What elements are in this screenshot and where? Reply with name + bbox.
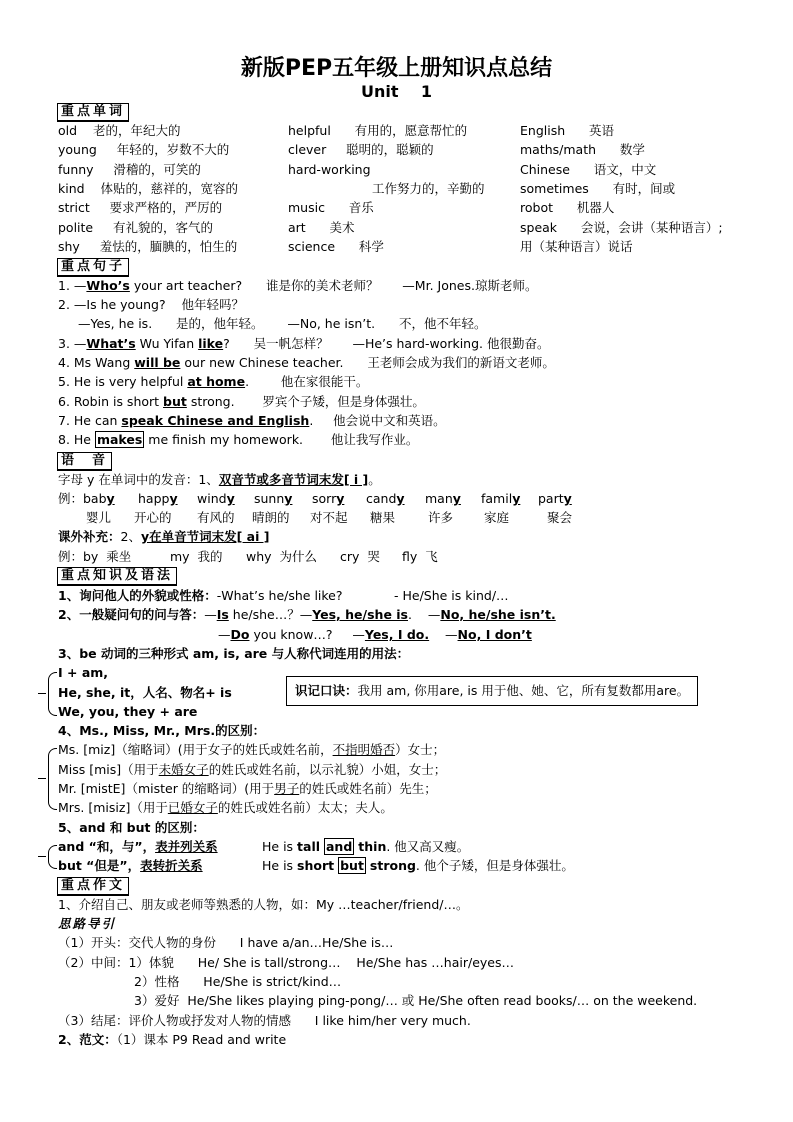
grammar-5: 5、and 和 but 的区别： [58, 820, 205, 835]
phonics-word: fly 飞 [402, 549, 438, 564]
phonics-meaning: 许多 [428, 510, 454, 525]
be-form-is: He, she, it，人名、物名+ is [58, 685, 232, 700]
be-forms-brace-tick [38, 693, 46, 694]
phonics-word: sorry [312, 491, 345, 506]
phonics-word: candy [366, 491, 405, 506]
section-phonics-heading: 语 音 [57, 452, 112, 471]
vocab-entry: Chinese 语文，中文 [520, 162, 657, 177]
mnemonic-box: 识记口诀：我用 am, 你用are, is 用于他、她、它，所有复数都用are。 [286, 676, 698, 706]
grammar-2-do: —Do you know…? —Yes, I do. —No, I don’t [218, 627, 532, 642]
writing-guide-middle-1: （2）中间：1）体貌 He/ She is tall/strong… He/She has …hair/eyes… [58, 955, 514, 970]
sentence-1: 1. —Who’s your art teacher? 谁是你的美术老师？ —Mr. Jones.琼斯老师。 [58, 278, 538, 293]
vocab-entry: 用（某种语言）说话 [520, 239, 633, 254]
vocab-entry: 工作努力的，辛勤的 [372, 181, 485, 196]
and-usage: and “和，与”，表并列关系 [58, 839, 218, 854]
section-writing-heading: 重点作文 [57, 877, 129, 896]
phonics-rule-1: 字母 y 在单词中的发音：1、双音节或多音节词末发[ i ]。 [58, 472, 381, 487]
section-grammar-heading: 重点知识及语法 [57, 567, 177, 586]
phonics-word: cry 哭 [340, 549, 380, 564]
vocab-entry: funny 滑稽的，可笑的 [58, 162, 201, 177]
vocab-entry: old 老的，年纪大的 [58, 123, 181, 138]
sentence-5: 5. He is very helpful at home. 他在家很能干。 [58, 374, 369, 389]
vocab-entry: English 英语 [520, 123, 614, 138]
sentence-6: 6. Robin is short but strong. 罗宾个子矮，但是身体强壮。 [58, 394, 425, 409]
and-but-brace-tick [38, 856, 46, 857]
vocab-entry: speak 会说，会讲（某种语言）; [520, 220, 723, 235]
title-mr: Mr. [mistΕ]（mister 的缩略词）(用于男子的姓氏或姓名前）先生； [58, 781, 437, 796]
page-title: 新版PEP五年级上册知识点总结 [240, 56, 553, 81]
writing-task-1: 1、介绍自己、朋友或老师等熟悉的人物，如：My …teacher/friend/…。 [58, 897, 469, 912]
vocab-entry: helpful 有用的，愿意帮忙的 [288, 123, 468, 138]
vocab-entry: hard-working [288, 162, 371, 177]
writing-guide-middle-2: 2）性格 He/She is strict/kind… [134, 974, 342, 989]
titles-brace-tick [38, 778, 46, 779]
phonics-meaning: 糖果 [370, 510, 396, 525]
section-vocab-heading: 重点单词 [57, 103, 129, 122]
phonics-word: my 我的 [170, 549, 223, 564]
sentence-2: 2. —Is he young? 他年轻吗？ [58, 297, 245, 312]
phonics-rule-2: 课外补充：2、y在单音节词末发[ ai ] [58, 529, 270, 544]
phonics-word: happy [138, 491, 178, 506]
phonics-meaning: 开心的 [134, 510, 172, 525]
unit-heading: Unit 1 [361, 82, 432, 101]
phonics-word: why 为什么 [246, 549, 317, 564]
phonics-word: party [538, 491, 572, 506]
phonics-meaning: 有风的 [197, 510, 235, 525]
title-mrs: Mrs. [misiz]（用于已婚女子的姓氏或姓名前）太太；夫人。 [58, 800, 393, 815]
grammar-2: 2、一般疑问句的问与答：—Is he/she…？—Yes, he/she is. —No, he/she isn’t. [58, 607, 556, 622]
grammar-1-answer: - He/She is kind/… [394, 588, 509, 603]
vocab-entry: strict 要求严格的，严厉的 [58, 200, 223, 215]
but-usage: but “但是”，表转折关系 [58, 858, 203, 873]
be-form-am: I + am, [58, 665, 109, 680]
but-example: He is short but strong. 他个子矮，但是身体强壮。 [262, 858, 574, 873]
sentence-8: 8. He makes me finish my homework. 他让我写作业。 [58, 432, 419, 447]
vocab-entry: kind 体贴的，慈祥的，宽容的 [58, 181, 238, 196]
and-example: He is tall and thin. 他又高又瘦。 [262, 839, 470, 854]
vocab-entry: science 科学 [288, 239, 384, 254]
vocab-entry: maths/math 数学 [520, 142, 645, 157]
vocab-entry: art 美术 [288, 220, 355, 235]
be-forms-brace [48, 672, 57, 716]
sentence-7: 7. He can speak Chinese and English. 他会说中文和英语。 [58, 413, 446, 428]
grammar-4: 4、Ms., Miss, Mr., Mrs.的区别： [58, 723, 266, 738]
vocab-entry: polite 有礼貌的，客气的 [58, 220, 213, 235]
writing-guide-middle-3: 3）爱好 He/She likes playing ping-pong/… 或 He/She often read books/… on the weekend. [134, 993, 698, 1008]
phonics-word: windy [197, 491, 235, 506]
vocab-entry: sometimes 有时，间或 [520, 181, 676, 196]
vocab-entry: young 年轻的，岁数不大的 [58, 142, 230, 157]
be-form-are: We, you, they + are [58, 704, 198, 719]
phonics-word: sunny [254, 491, 293, 506]
grammar-1: 1、询问他人的外貌或性格：-What’s he/she like? [58, 588, 343, 603]
phonics-meaning: 家庭 [484, 510, 510, 525]
vocab-entry: music 音乐 [288, 200, 374, 215]
vocab-entry: robot 机器人 [520, 200, 615, 215]
vocab-entry: clever 聪明的，聪颖的 [288, 142, 434, 157]
phonics-word: 例：by 乘坐 [58, 549, 132, 564]
writing-sample: 2、范文：（1）课本 P9 Read and write [58, 1032, 287, 1047]
phonics-meaning: 对不起 [310, 510, 348, 525]
sentence-4: 4. Ms Wang will be our new Chinese teacher. 王老师会成为我们的新语文老师。 [58, 355, 555, 370]
phonics-meaning: 聚会 [547, 510, 573, 525]
phonics-word: family [481, 491, 521, 506]
phonics-word: many [425, 491, 461, 506]
phonics-meaning: 婴儿 [86, 510, 112, 525]
writing-guide-opening: （1）开头：交代人物的身份 I have a/an…He/She is… [58, 935, 394, 950]
phonics-word: 例：baby [58, 491, 115, 506]
phonics-meaning: 晴朗的 [252, 510, 290, 525]
sentence-3: 3. —What’s Wu Yifan like? 吴一帆怎样？ —He’s hard-working. 他很勤奋。 [58, 336, 550, 351]
writing-guide-ending: （3）结尾：评价人物或抒发对人物的情感 I like him/her very much. [58, 1013, 471, 1028]
section-sentences-heading: 重点句子 [57, 258, 129, 277]
titles-brace [48, 748, 57, 810]
sentence-2-answers: —Yes, he is. 是的，他年轻。 —No, he isn’t. 不，他不年轻。 [78, 316, 487, 331]
writing-guide-heading: 思路导引 [58, 916, 117, 931]
vocab-entry: shy 羞怯的，腼腆的，怕生的 [58, 239, 238, 254]
and-but-brace [48, 845, 57, 869]
grammar-3: 3、be 动词的三种形式 am, is, are 与人称代词连用的用法： [58, 646, 410, 661]
title-miss: Miss [mis]（用于未婚女子的姓氏或姓名前，以示礼貌）小姐，女士； [58, 762, 447, 777]
title-ms: Ms. [miz]（缩略词）(用于女子的姓氏或姓名前，不指明婚否）女士； [58, 742, 446, 757]
